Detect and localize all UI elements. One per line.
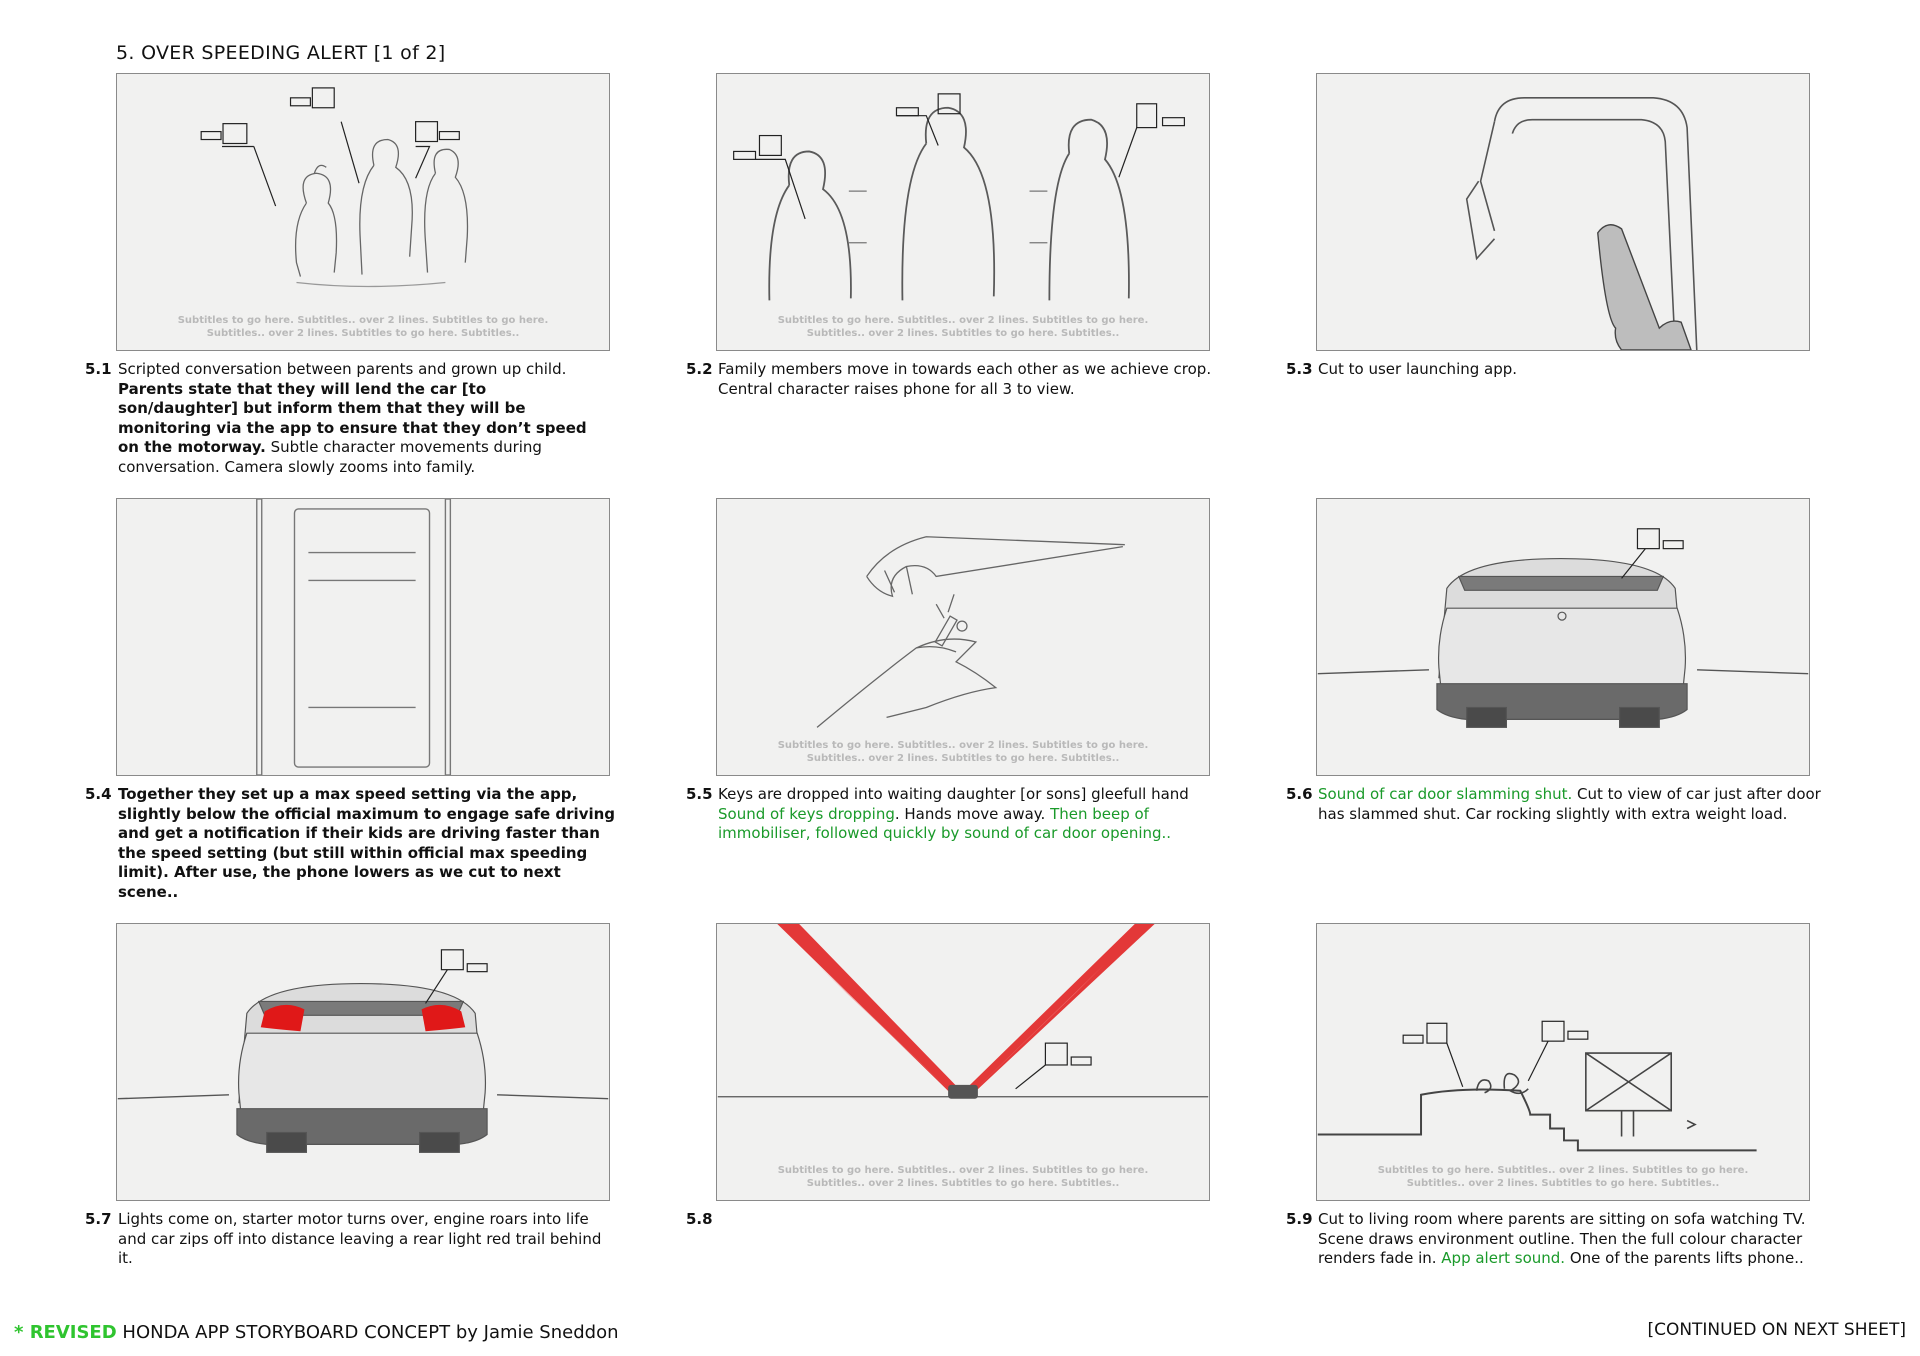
living-room-illustration xyxy=(1317,924,1809,1200)
subtitle-placeholder: Subtitles to go here. Subtitles.. over 2 lines. Subtitles to go here. Subtitles.. over 2 lines. Subtitles to go here. Subtitles.. xyxy=(1377,1165,1749,1189)
panel-number: 5.1 xyxy=(85,360,112,378)
car-lights-on-illustration xyxy=(117,924,609,1200)
subtitle-placeholder: Subtitles to go here. Subtitles.. over 2 lines. Subtitles to go here. Subtitles.. over 2 lines. Subtitles to go here. Subtitles.. xyxy=(177,315,549,339)
storyboard-panel-5-9 xyxy=(1316,923,1810,1201)
panel-number: 5.4 xyxy=(85,785,112,803)
panel-number: 5.7 xyxy=(85,1210,112,1228)
storyboard-panel-5-5 xyxy=(716,498,1210,776)
continued-note: [CONTINUED ON NEXT SHEET] xyxy=(1647,1320,1906,1340)
panel-caption: Together they set up a max speed setting via the app, slightly below the official maximum to engage safe driving and get a notification if their kids are driving faster than the speed setting (but still within official max speeding limit). After use, the phone lowers as we cut to next scene.. xyxy=(118,785,616,901)
phone-app-illustration xyxy=(117,499,609,775)
panel-caption: Scripted conversation between parents and grown up child. Parents state that they will lend the car [to son/daughter] but inform them that they will be monitoring via the app to ensure that they don’t speed on the motorway. Subtle character movements during conversation. Camera slowly zooms into family. xyxy=(118,360,587,476)
storyboard-panel-5-1 xyxy=(116,73,610,351)
keys-hands-illustration xyxy=(717,499,1209,775)
panel-number: 5.8 xyxy=(686,1210,713,1228)
subtitle-placeholder: Subtitles to go here. Subtitles.. over 2 lines. Subtitles to go here. Subtitles.. over 2 lines. Subtitles to go here. Subtitles.. xyxy=(777,1165,1149,1189)
page-title: 5. OVER SPEEDING ALERT [1 of 2] xyxy=(116,42,446,64)
panel-caption: Lights come on, starter motor turns over, engine roars into life and car zips off into distance leaving a rear light red trail behind it. xyxy=(118,1210,602,1267)
storyboard-panel-5-7 xyxy=(116,923,610,1201)
panel-caption: Sound of car door slamming shut. Cut to view of car just after door has slammed shut. Car rocking slightly with extra weight load. xyxy=(1318,785,1821,823)
revised-label: REVISED xyxy=(29,1322,117,1343)
panel-number: 5.5 xyxy=(686,785,713,803)
storyboard-panel-5-4 xyxy=(116,498,610,776)
storyboard-panel-5-6 xyxy=(1316,498,1810,776)
panel-caption: Keys are dropped into waiting daughter [or sons] gleefull hand Sound of keys dropping. Hands move away. Then beep of immobiliser, followed quickly by sound of car door opening.. xyxy=(718,785,1189,842)
panel-caption: Cut to living room where parents are sitting on sofa watching TV. Scene draws environment outline. Then the full colour character renders fade in. App alert sound. One of the parents lifts phone.. xyxy=(1318,1210,1806,1267)
red-light-trails-illustration xyxy=(717,924,1209,1200)
panel-caption: Cut to user launching app. xyxy=(1318,360,1518,378)
family-sketch-illustration xyxy=(117,74,609,350)
subtitle-placeholder: Subtitles to go here. Subtitles.. over 2 lines. Subtitles to go here. Subtitles.. over 2 lines. Subtitles to go here. Subtitles.. xyxy=(777,740,1149,764)
family-close-up-illustration xyxy=(717,74,1209,350)
panel-number: 5.3 xyxy=(1286,360,1313,378)
storyboard-panel-5-8 xyxy=(716,923,1210,1201)
panel-number: 5.6 xyxy=(1286,785,1313,803)
panel-caption: Family members move in towards each other as we achieve crop. Central character raises phone for all 3 to view. xyxy=(718,360,1212,398)
storyboard-panel-5-2 xyxy=(716,73,1210,351)
footer-credit: * REVISED HONDA APP STORYBOARD CONCEPT by Jamie Sneddon xyxy=(14,1322,619,1343)
panel-number: 5.2 xyxy=(686,360,713,378)
car-rear-illustration xyxy=(1317,499,1809,775)
hand-phone-illustration xyxy=(1317,74,1809,350)
panel-number: 5.9 xyxy=(1286,1210,1313,1228)
storyboard-panel-5-3 xyxy=(1316,73,1810,351)
subtitle-placeholder: Subtitles to go here. Subtitles.. over 2 lines. Subtitles to go here. Subtitles.. over 2 lines. Subtitles to go here. Subtitles.. xyxy=(777,315,1149,339)
